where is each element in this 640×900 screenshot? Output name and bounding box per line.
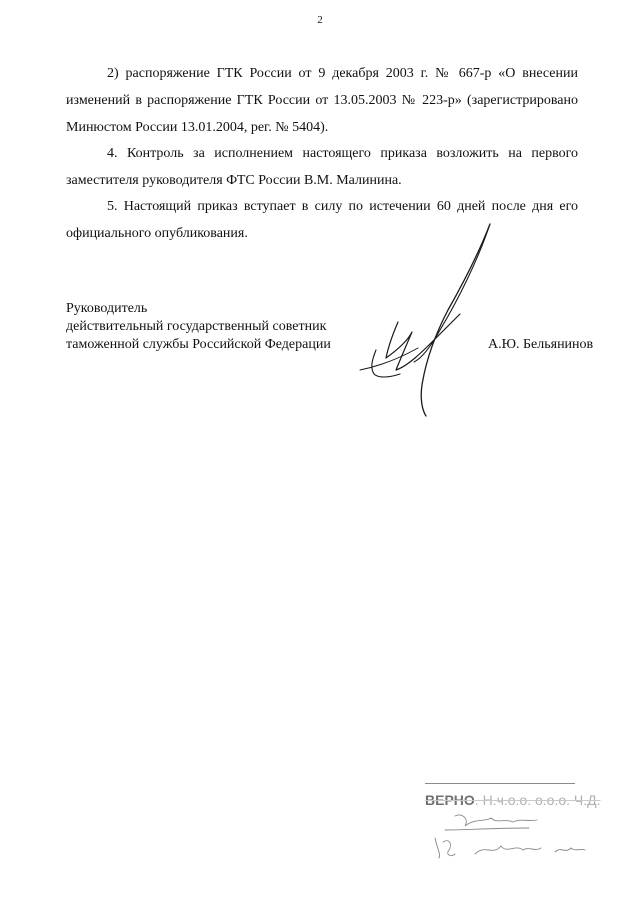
stamp-divider — [425, 783, 575, 784]
signatory-position: Руководитель — [66, 301, 148, 316]
stamp-main-line — [425, 792, 601, 808]
signatory-rank: действительный государственный советник — [66, 319, 327, 334]
signatory-name: А.Ю. Бельянинов — [488, 337, 594, 352]
stamp-faded-text: . Н.ч.о.о. о.о.о. Ч.Д. — [474, 792, 601, 808]
signatory-rank-continued: таможенной службы Российской Федерации — [66, 337, 331, 352]
paragraph-item-5: 5. Настоящий приказ вступает в силу по истечении 60 дней после дня его официального опубликования. — [66, 199, 578, 241]
paragraph-item-2: 2) распоряжение ГТК России от 9 декабря 2003 г. № 667-р «О внесении изменений в распоряжение ГТК России от 13.05.2003 № 223-р» (зарегистрировано Минюстом России 13.01.2004, рег. № 5404). — [66, 66, 578, 135]
certification-stamp — [405, 778, 605, 868]
stamp-handwriting — [405, 808, 605, 868]
handwritten-signature — [330, 220, 510, 420]
stamp-verified-word: ВЕРНО — [425, 792, 475, 808]
signature-block — [66, 300, 331, 354]
paragraph-item-4: 4. Контроль за исполнением настоящего приказа возложить на первого заместителя руководителя ФТС России В.М. Малинина. — [66, 146, 578, 188]
page-number: 2 — [317, 14, 323, 26]
